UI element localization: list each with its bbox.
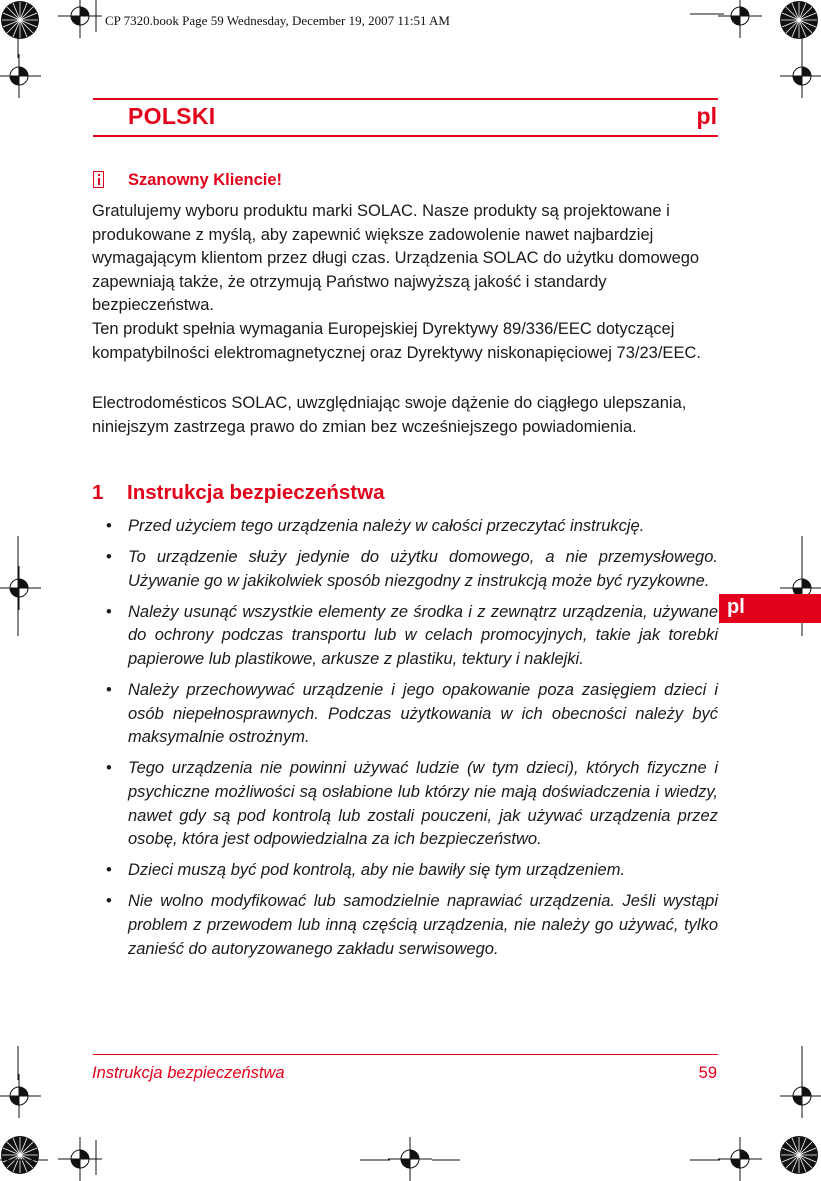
starburst-registration-mark [0,1135,40,1175]
list-item: • Tego urządzenia nie powinni używać ludzie (w tym dzieci), których fizyczne i psychiczne możliwości są osłabione lub którzy nie mają doświadczenia i wiedzy, nawet gdy są pod kontrolą lub zostali pouczeni, jak używać urządzenia przez osobę, która jest odpowiedzialna za ich bezpieczeństwo. [106,757,718,851]
list-item: • Dzieci muszą być pod kontrolą, aby nie bawiły się tym urządzeniem. [106,859,718,883]
crosshair-registration-mark [0,1074,41,1118]
safety-instructions-list [106,515,718,969]
language-side-tab: pl [719,594,821,623]
header-bottom-rule [93,135,718,137]
info-icon [93,171,104,188]
crosshair-registration-mark [58,1137,102,1181]
starburst-registration-mark [779,0,819,40]
crosshair-registration-mark [0,566,41,610]
language-code: pl [696,103,717,129]
language-title: POLSKI [128,103,216,129]
footer-section-name: Instrukcja bezpieczeństwa [92,1064,285,1082]
list-item: • Przed użyciem tego urządzenia należy w całości przeczytać instrukcję. [106,515,718,539]
starburst-registration-mark [779,1135,819,1175]
page-number: 59 [698,1064,717,1082]
section-heading [92,481,384,505]
crosshair-registration-mark [388,1137,432,1181]
list-item: • To urządzenie służy jedynie do użytku domowego, a nie przemysłowego. Używanie go w jakikolwiek sposób niezgodny z instrukcją może być ryzykowne. [106,546,718,593]
crosshair-registration-mark [58,0,102,38]
list-item: • Należy przechowywać urządzenie i jego opakowanie poza zasięgiem dzieci i osób niepełnosprawnych. Podczas użytkowania w ich obecności należy być maksymalnie ostrożnym. [106,679,718,750]
crosshair-registration-mark [780,1074,821,1118]
footer-rule [93,1054,718,1055]
intro-paragraph: Electrodomésticos SOLAC, uwzględniając swoje dążenie do ciągłego ulepszania, niniejszym zastrzega prawo do zmian bez wcześniejszego powiadomienia. [92,394,687,436]
section-number: 1 [92,481,104,504]
crosshair-registration-mark [718,1137,762,1181]
intro-paragraph: Ten produkt spełnia wymagania Europejskiej Dyrektywy 89/336/EEC dotyczącej kompatybilności elektromagnetycznej oraz Dyrektywy niskonapięciowej 73/23/EEC. [92,320,701,362]
crosshair-registration-mark [718,0,762,38]
list-item: • Nie wolno modyfikować lub samodzielnie naprawiać urządzenia. Jeśli wystąpi problem z przewodem lub inną częścią urządzenia, nie należy go używać, tylko zanieść do autoryzowanego zakładu serwisowego. [106,890,718,961]
header-top-rule [93,98,718,100]
greeting-heading: Szanowny Kliencie! [128,171,283,189]
crosshair-registration-mark [780,54,821,98]
print-info-line: CP 7320.book Page 59 Wednesday, December 19, 2007 11:51 AM [105,13,450,28]
list-item: • Należy usunąć wszystkie elementy ze środka i z zewnątrz urządzenia, używane do ochrony podczas transportu lub w celach promocyjnych, takie jak torebki papierowe lub plastikowe, arkusze z plastiku, tektury i naklejki. [106,601,718,672]
crosshair-registration-mark [0,54,41,98]
section-title: Instrukcja bezpieczeństwa [127,481,385,504]
intro-paragraph: Gratulujemy wyboru produktu marki SOLAC. Nasze produkty są projektowane i produkowane z myślą, aby zapewnić większe zadowolenie nawet najbardziej wymagającym klientom przez długi czas. Urządzenia SOLAC do użytku domowego zapewniają także, że otrzymują Państwo najwyższą jakość i standardy bezpieczeństwa. [92,202,700,315]
starburst-registration-mark [0,0,40,40]
